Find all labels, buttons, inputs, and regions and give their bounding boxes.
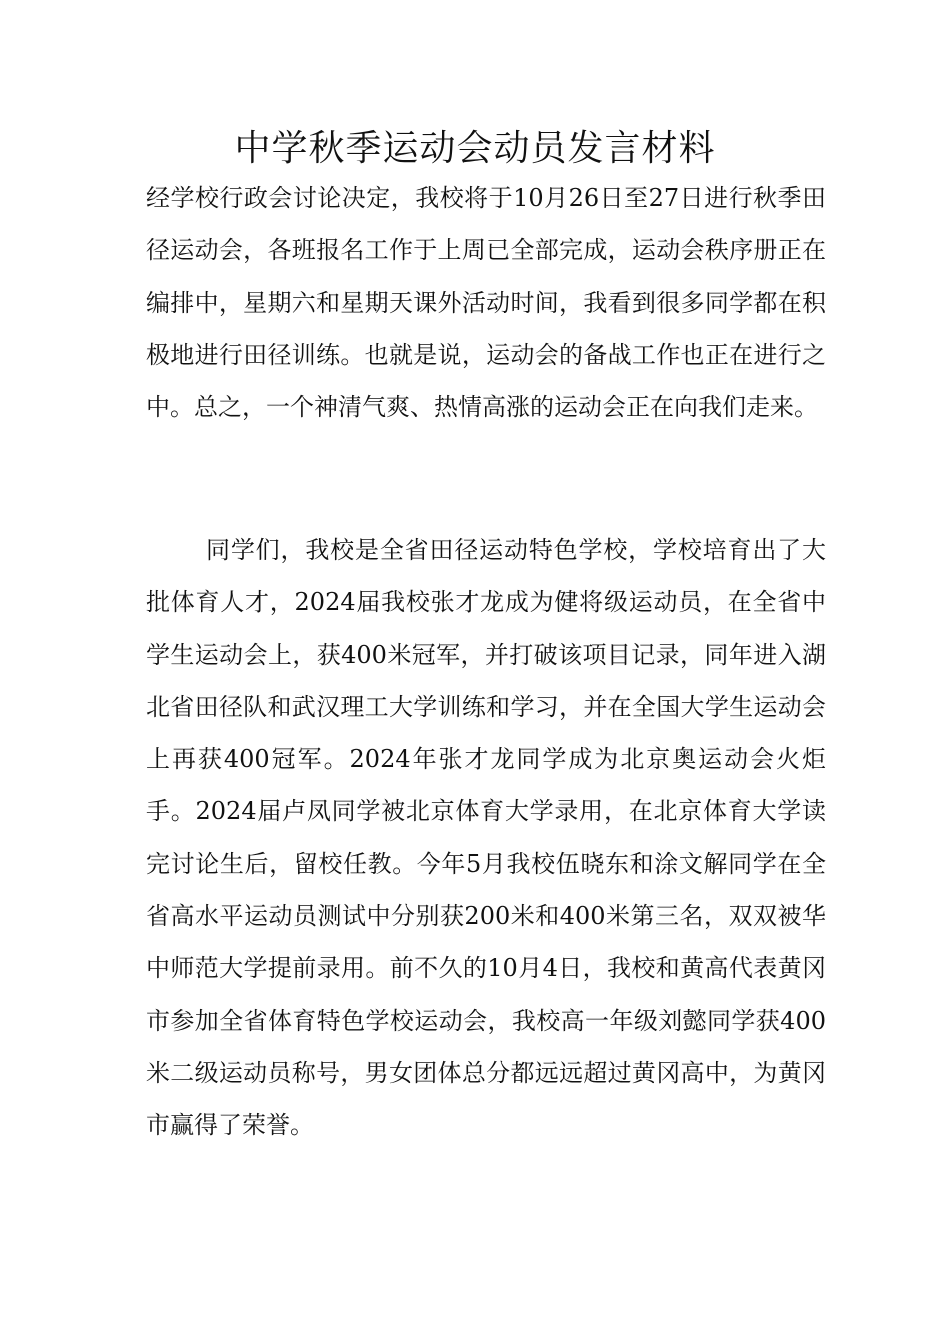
paragraph-2: 同学们，我校是全省田径运动特色学校，学校培育出了大批体育人才，2024届我校张才龙成为健将级运动员，在全省中学生运动会上，获400米冠军，并打破该项目记录，同年进入湖北省田径队和武汉理工大学训练和学习，并在全国大学生运动会上再获400冠军。2024年张才龙同学成为北京奥运动会火炬手。2024届卢凤同学被北京体育大学录用，在北京体育大学读完讨论生后，留校任教。今年5月我校伍晓东和涂文解同学在全省高水平运动员测试中分别获200米和400米第三名，双双被华中师范大学提前录用。前不久的10月4日，我校和黄高代表黄冈市参加全省体育特色学校运动会，我校高一年级刘懿同学获400米二级运动员称号，男女团体总分都远远超过黄冈高中，为黄冈市赢得了荣誉。 bbox=[146, 536, 826, 1140]
document-title: 中学秋季运动会动员发言材料 bbox=[234, 128, 716, 169]
paragraph-1: 经学校行政会讨论决定，我校将于10月26日至27日进行秋季田径运动会，各班报名工作于上周已全部完成，运动会秩序册正在编排中，星期六和星期天课外活动时间，我看到很多同学都在积极地进行田径训练。也就是说，运动会的备战工作也正在进行之中。总之，一个神清气爽、热情高涨的运动会正在向我们走来。 bbox=[146, 184, 826, 422]
